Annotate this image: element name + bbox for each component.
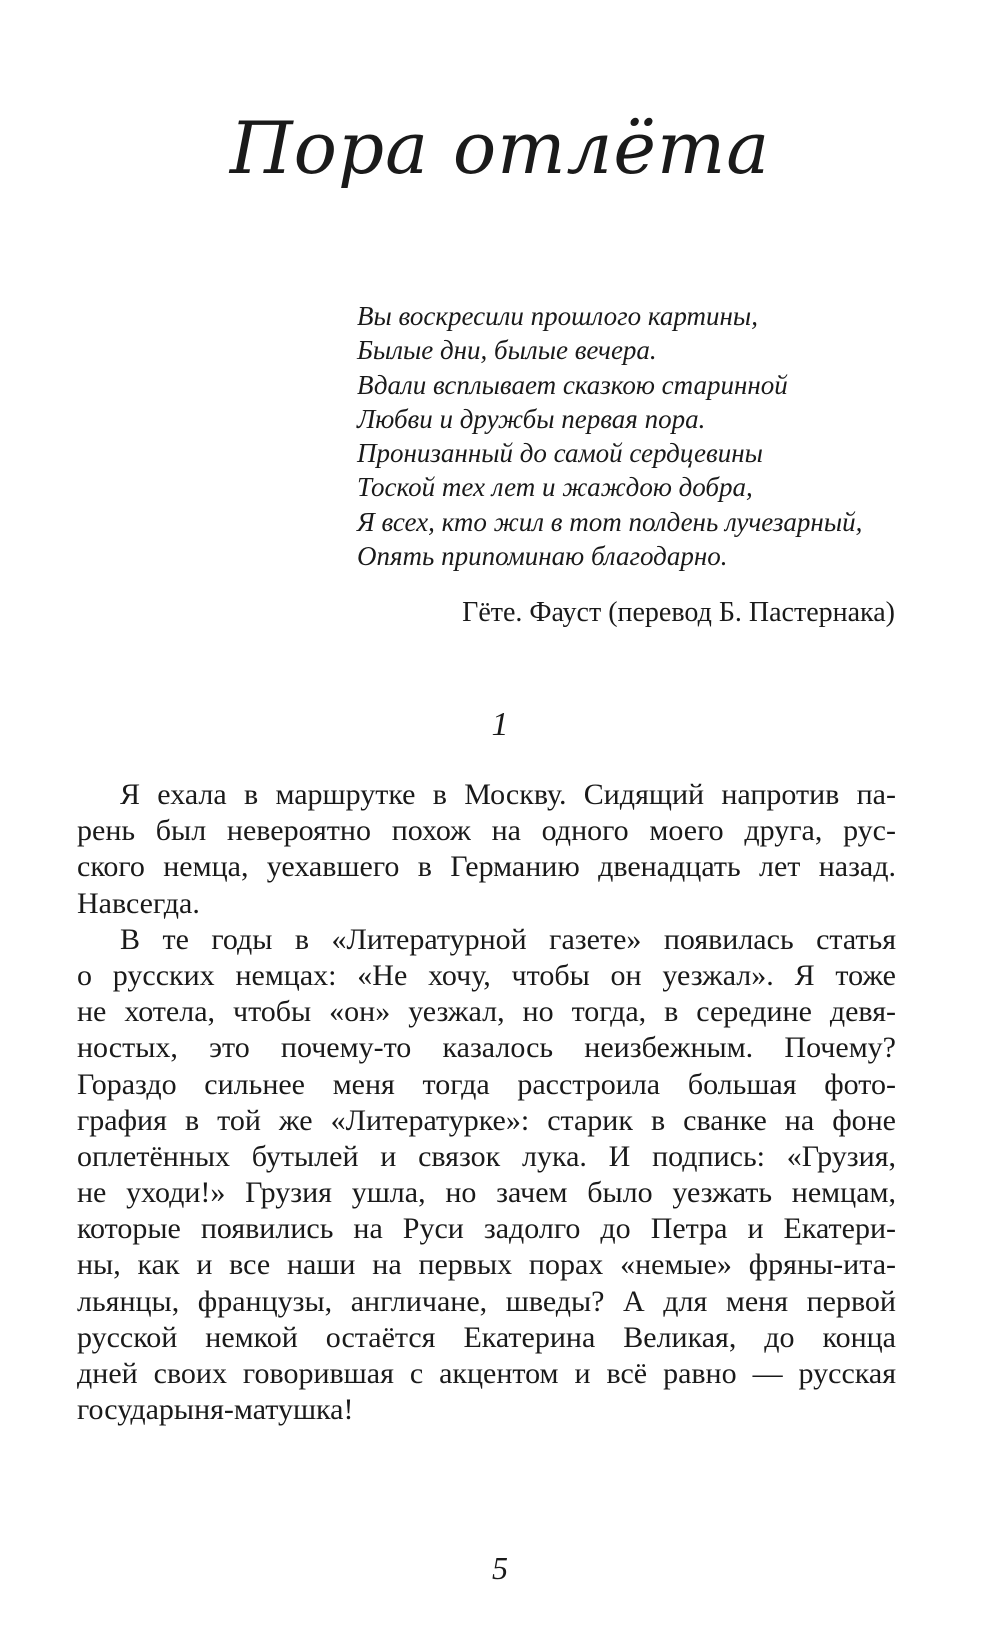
text-line: Я ехала в маршрутке в Москву. Сидящий напротив па-: [120, 778, 896, 811]
text-line: Навсегда.: [77, 886, 200, 920]
epigraph-line: Любви и дружбы первая пора.: [357, 403, 706, 434]
text-line: оплетённых бутылей и связок лука. И подпись: «Грузия,: [77, 1139, 896, 1173]
epigraph-line: Я всех, кто жил в тот полдень лучезарный,: [357, 506, 863, 537]
epigraph-line: Былые дни, былые вечера.: [357, 335, 657, 366]
epigraph-line: Вы воскресили прошлого картины,: [357, 301, 758, 331]
chapter-title: Пора отлёта: [229, 106, 771, 190]
epigraph-source: Гёте. Фауст (перевод Б. Пастернака): [462, 597, 895, 628]
text-line: дней своих говорившая с акцентом и всё равно — русская: [77, 1357, 896, 1390]
text-line: рень был невероятно похож на одного моего друга, рус-: [77, 814, 896, 848]
epigraph-line: Тоской тех лет и жаждою добра,: [357, 472, 753, 503]
page-number: 5: [492, 1550, 508, 1586]
text-line: ностых, это почему-то казалось неизбежным. Почему?: [77, 1031, 896, 1065]
body-text: [77, 777, 896, 1428]
text-line: В те годы в «Литературной газете» появилась статья: [120, 922, 896, 956]
epigraph-line: Пронизанный до самой сердцевины: [357, 438, 763, 469]
epigraph: [357, 299, 917, 573]
epigraph-line: Опять припоминаю благодарно.: [357, 541, 728, 572]
epigraph-line: Вдали всплывает сказкою старинной: [357, 369, 788, 400]
text-line: ны, как и все наши на первых порах «немые» фряны-ита-: [77, 1248, 896, 1282]
text-line: ского немца, уехавшего в Германию двенадцать лет назад.: [77, 850, 896, 884]
text-line: государыня-матушка!: [77, 1393, 354, 1427]
text-line: графия в той же «Литературке»: старик в сванке на фоне: [77, 1103, 896, 1137]
text-line: русской немкой остаётся Екатерина Великая, до конца: [77, 1320, 896, 1354]
text-line: не хотела, чтобы «он» уезжал, но тогда, в середине девя-: [77, 995, 896, 1029]
text-line: о русских немцах: «Не хочу, чтобы он уезжал». Я тоже: [77, 958, 896, 992]
text-line: которые появились на Руси задолго до Петра и Екатери-: [77, 1212, 896, 1246]
text-line: льянцы, французы, англичане, шведы? А для меня первой: [77, 1284, 896, 1318]
chapter-number: 1: [491, 706, 509, 743]
text-line: не уходи!» Грузия ушла, но зачем было уезжать немцам,: [77, 1176, 896, 1210]
text-line: Гораздо сильнее меня тогда расстроила большая фото-: [77, 1067, 896, 1101]
